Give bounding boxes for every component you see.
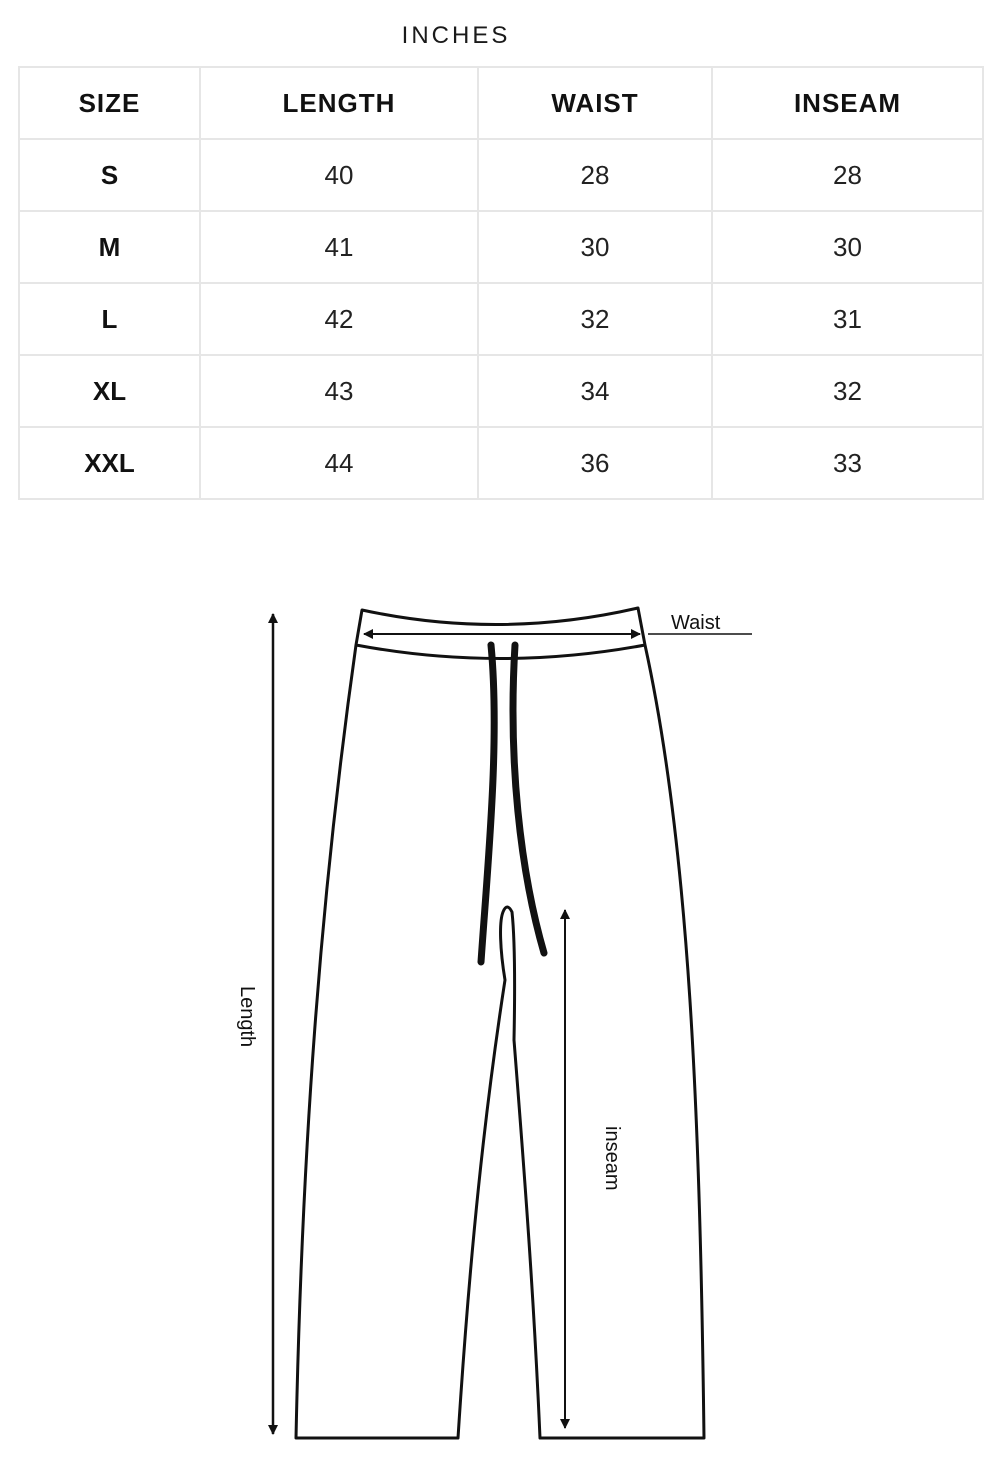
length-cell: 44 — [200, 427, 478, 499]
unit-heading: INCHES — [401, 22, 511, 49]
waist-cell: 32 — [478, 283, 712, 355]
inseam-cell: 33 — [712, 427, 983, 499]
length-cell: 41 — [200, 211, 478, 283]
header-waist: WAIST — [478, 67, 712, 139]
length-cell: 42 — [200, 283, 478, 355]
length-label: Length — [236, 986, 258, 1048]
inseam-cell: 32 — [712, 355, 983, 427]
size-cell: M — [19, 211, 200, 283]
drawstring-right — [513, 645, 544, 953]
inseam-cell: 30 — [712, 211, 983, 283]
pants-outline — [296, 645, 704, 1438]
header-size: SIZE — [19, 67, 200, 139]
size-cell: XXL — [19, 427, 200, 499]
drawstring-left — [481, 645, 494, 962]
waist-cell: 30 — [478, 211, 712, 283]
inseam-cell: 31 — [712, 283, 983, 355]
length-cell: 43 — [200, 355, 478, 427]
inseam-cell: 28 — [712, 139, 983, 211]
inseam-label: inseam — [601, 1126, 623, 1191]
length-cell: 40 — [200, 139, 478, 211]
size-cell: L — [19, 283, 200, 355]
waist-label: Waist — [671, 612, 721, 634]
waist-cell: 34 — [478, 355, 712, 427]
size-cell: XL — [19, 355, 200, 427]
size-cell: S — [19, 139, 200, 211]
waist-cell: 28 — [478, 139, 712, 211]
header-inseam: INSEAM — [712, 67, 983, 139]
waist-cell: 36 — [478, 427, 712, 499]
header-length: LENGTH — [200, 67, 478, 139]
